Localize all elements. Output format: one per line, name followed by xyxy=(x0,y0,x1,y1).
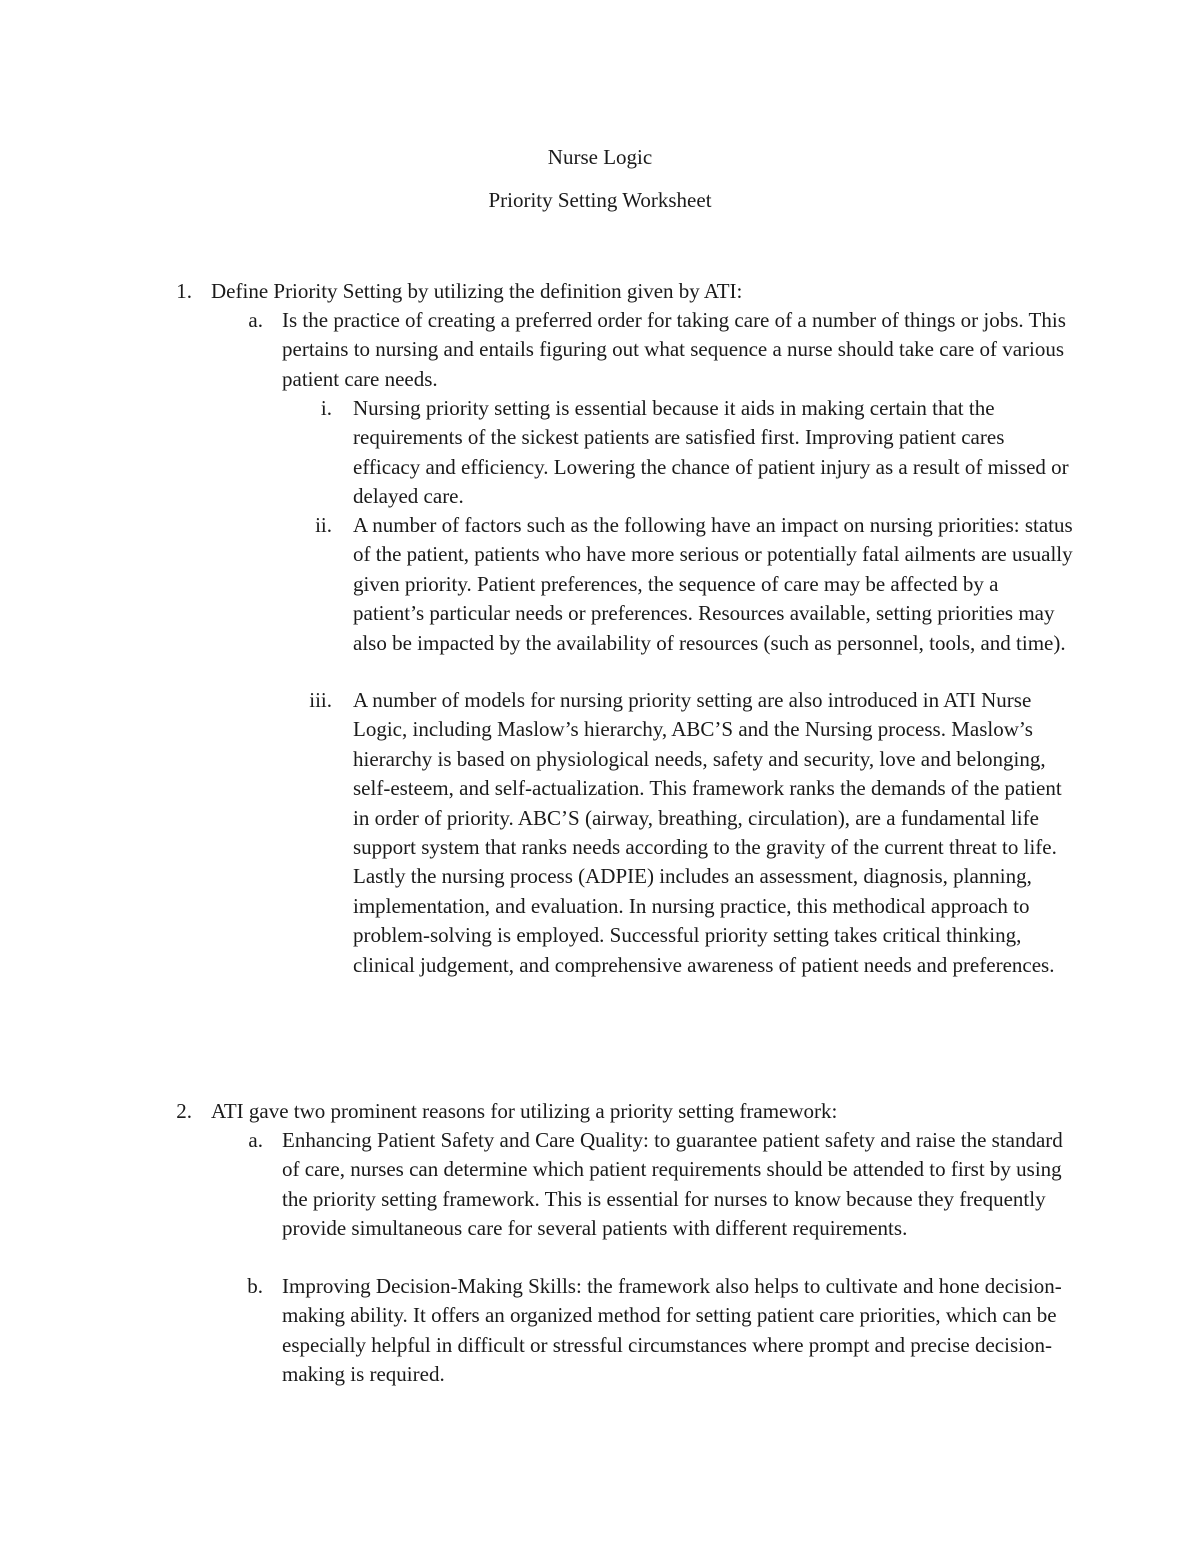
document-subtitle: Priority Setting Worksheet xyxy=(488,188,712,212)
question-2-text: ATI gave two prominent reasons for utilizing a priority setting framework: xyxy=(211,1099,838,1123)
question-2-number: 2. xyxy=(176,1099,192,1123)
answer-1a-marker: a. xyxy=(248,308,263,332)
question-1-number: 1. xyxy=(176,279,192,303)
answer-1a-text: Is the practice of creating a preferred order for taking care of a number of things or jobs. This pertains to nursing and entails figuring out what sequence a nurse should take care of various patient care needs. xyxy=(282,308,1066,391)
question-1-text: Define Priority Setting by utilizing the definition given by ATI: xyxy=(211,279,743,303)
answer-2b-marker: b. xyxy=(247,1274,263,1298)
subpoint-1a-ii-marker: ii. xyxy=(315,513,332,537)
answer-2a-marker: a. xyxy=(248,1128,263,1152)
subpoint-1a-i-text: Nursing priority setting is essential because it aids in making certain that the requirements of the sickest patients are satisfied first. Improving patient cares efficacy and efficiency. Lowering the chance of patient injury as a result of missed or delayed care. xyxy=(353,396,1069,509)
subpoint-1a-i-marker: i. xyxy=(320,396,332,420)
answer-2b-text: Improving Decision-Making Skills: the framework also helps to cultivate and hone decision-making ability. It offers an organized method for setting patient care priorities, which can be especially helpful in difficult or stressful circumstances where prompt and precise decision-making is required. xyxy=(282,1274,1062,1387)
answer-2a-text: Enhancing Patient Safety and Care Quality: to guarantee patient safety and raise the standard of care, nurses can determine which patient requirements should be attended to first by using the priority setting framework. This is essential for nurses to know because they frequently provide simultaneous care for several patients with different requirements. xyxy=(282,1128,1063,1241)
document-title: Nurse Logic xyxy=(547,145,653,169)
subpoint-1a-ii-text: A number of factors such as the following have an impact on nursing priorities: status of the patient, patients who have more serious or potentially fatal ailments are usually given priority. Patient preferences, the sequence of care may be affected by a patient’s particular needs or preferences. Resources available, setting priorities may also be impacted by the availability of resources (such as personnel, tools, and time). xyxy=(353,513,1073,655)
subpoint-1a-iii-text: A number of models for nursing priority setting are also introduced in ATI Nurse Logic, including Maslow’s hierarchy, ABC’S and the Nursing process. Maslow’s hierarchy is based on physiological needs, safety and security, love and belonging, self-esteem, and self-actualization. This framework ranks the demands of the patient in order of priority. ABC’S (airway, breathing, circulation), are a fundamental life support system that ranks needs according to the gravity of the current threat to life. Lastly the nursing process (ADPIE) includes an assessment, diagnosis, planning, implementation, and evaluation. In nursing practice, this methodical approach to problem-solving is employed. Successful priority setting takes critical thinking, clinical judgement, and comprehensive awareness of patient needs and preferences. xyxy=(353,688,1062,977)
subpoint-1a-iii-marker: iii. xyxy=(309,688,332,712)
